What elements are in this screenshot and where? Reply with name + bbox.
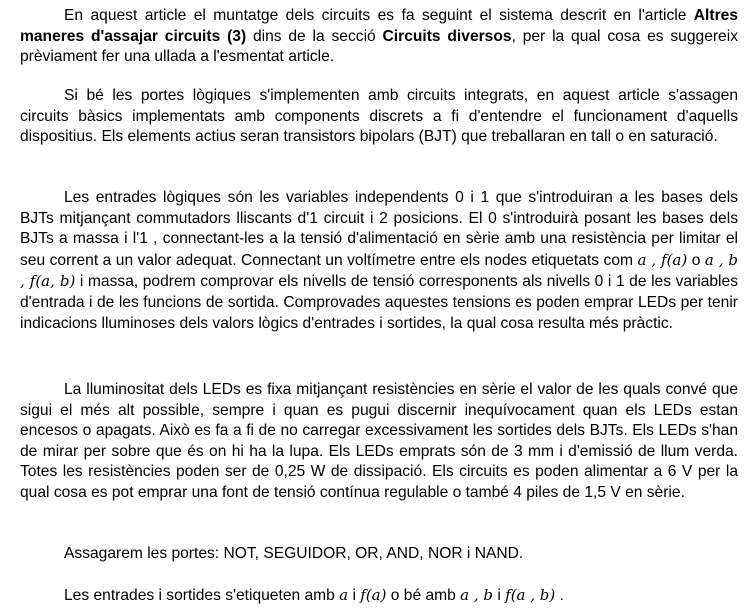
paragraph-inputs: [20, 188, 738, 334]
paragraph-bjt: [20, 86, 738, 148]
math-ab: a , b: [460, 586, 494, 604]
intro-text-3: , per la qual cosa es suggereix prèviament fer una ullada a l'esmentat article.: [20, 27, 738, 66]
bjt-text: Si bé les portes lògiques s'implementen amb circuits integrats, en aquest article s'assagen circuits bàsics implementats amb components discrets a fi d'entendre el funcionament d'aquells dispositius. Els elements actius seran transistors bipolars (BJT) que treballaran en tall o en saturació.: [20, 87, 738, 146]
labels-text-1: Les entrades i sortides s'etiqueten amb: [64, 587, 340, 604]
math-a-fa: a , f(a): [637, 250, 688, 269]
intro-text-1: En aquest article el muntatge dels circuits es fa seguint el sistema descrit en l'article: [64, 7, 694, 24]
math-fa: f(a): [360, 586, 387, 604]
math-ab-fab: a , b , f(a, b): [20, 250, 739, 291]
inputs-text-1: Les entrades lògiques són les variables independents 0 i 1 que s'introduiran a les bases dels BJTs mitjançant commutadors lliscants d'1 circuit i 2 posicions. El 0 s'introduirà posant les bases dels BJTs a massa i l'1 , connectant-les a la tensió d'alimentació en sèrie amb una resistència per limitar el seu corrent a un valor adequat. Connectant un voltímetre entre els nodes etiquetats com: [20, 189, 738, 269]
labels-text-4: i: [493, 587, 506, 604]
inputs-text-3: i massa, podrem comprovar els nivells de tensió corresponents als nivells 0 i 1 de les variables d'entrada i de les funcions de sortida. Comprovades aquestes tensions es poden emprar LEDs per tenir indicacions lluminoses dels valors lògics d'entrades i sortides, la qual cosa resulta més pràctic.: [20, 273, 738, 332]
labels-text-2: i: [348, 587, 361, 604]
intro-text-2: dins de la secció: [246, 27, 383, 45]
paragraph-gates: [20, 544, 738, 565]
labels-text-3: o bé amb: [386, 587, 461, 604]
math-fab: f(a , b): [505, 586, 556, 604]
paragraph-leds: [20, 380, 738, 504]
gates-text: Assagarem les portes: NOT, SEGUIDOR, OR, AND, NOR i NAND.: [64, 545, 524, 562]
paragraph-intro: [20, 6, 738, 68]
section-reference: Circuits diversos: [382, 27, 512, 45]
inputs-text-2: o: [687, 251, 705, 269]
math-a: a: [339, 586, 349, 604]
paragraph-labels: [20, 585, 738, 607]
labels-text-5: .: [555, 587, 564, 604]
article-reference: Altres maneres d'assajar circuits (3): [20, 7, 738, 45]
leds-text: La lluminositat dels LEDs es fixa mitjançant resistències en sèrie el valor de les quals convé que sigui el més alt possible, sempre i quan es pugui discernir inequívocament quan els LEDs estan encesos o apagats. Això es fa a fi de no carregar excessivament les sortides dels BJTs. Els LEDs s'han de mirar per sobre que és on hi ha la lupa. Els LEDs emprats són de 3 mm i d'emissió de llum verda. Totes les resistències poden ser de 0,25 W de dissipació. Els circuits es poden alimentar a 6 V per la qual cosa es pot emprar una font de tensió contínua regulable o també 4 piles de 1,5 V en sèrie.: [20, 381, 738, 501]
